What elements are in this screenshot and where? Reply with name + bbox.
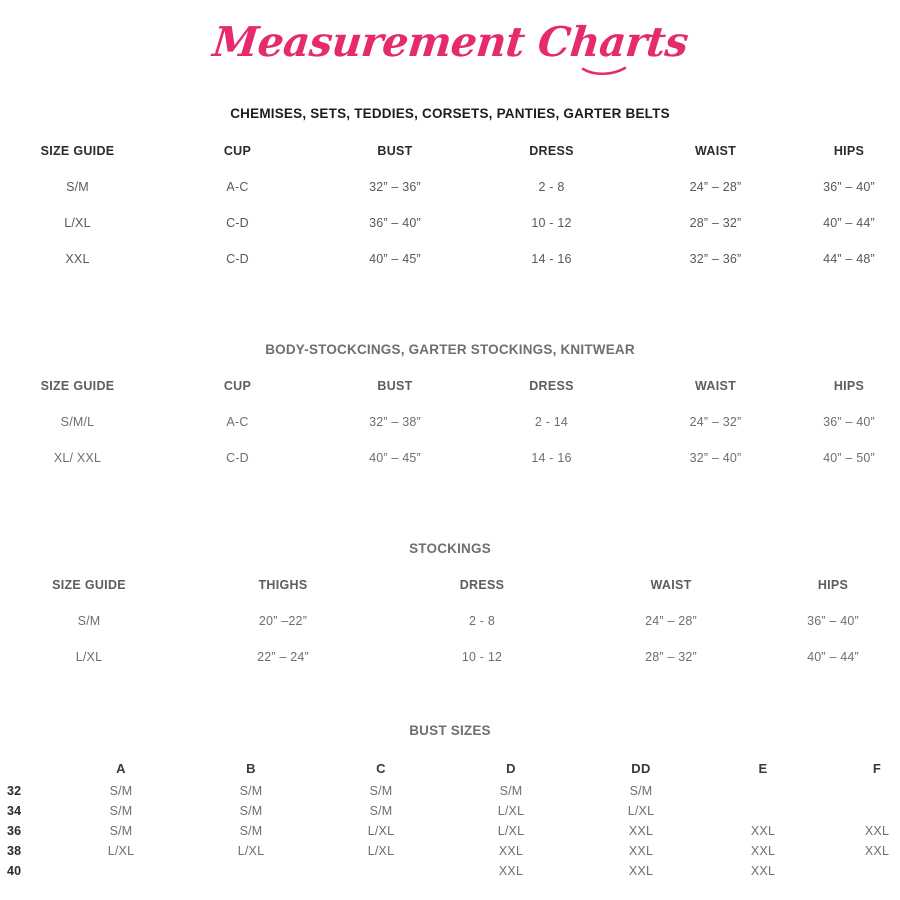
table-row (0, 801, 900, 821)
table-chemises (0, 133, 900, 277)
col-header-cup: CUP (223, 144, 252, 158)
page-title-text: Measurement Charts (210, 18, 690, 66)
col-header-band-blank (0, 755, 56, 781)
col-header-thighs: THIGHS (258, 578, 308, 592)
table-row (0, 205, 900, 241)
col-header-cup-e: E (758, 760, 768, 776)
col-header-cup: CUP (223, 379, 252, 393)
cell-bust-size: XXL (628, 824, 654, 838)
cell-hips: 40” – 44” (823, 216, 875, 230)
cell-dress: 2 - 8 (468, 614, 495, 628)
table-row (0, 603, 900, 639)
col-header-hips: HIPS (833, 379, 865, 393)
col-header-cup-c: C (376, 760, 386, 776)
col-header-size-guide: SIZE GUIDE (40, 144, 115, 158)
section-title-bust-sizes: BUST SIZES (409, 723, 491, 738)
table-row (0, 639, 900, 675)
cell-bust-size: S/M (369, 784, 393, 798)
table-header-row (0, 133, 900, 169)
cell-bust-size: S/M (109, 824, 133, 838)
col-header-bust: BUST (377, 144, 413, 158)
cell-hips: 36” – 40” (823, 180, 875, 194)
table-row (0, 781, 900, 801)
col-header-dress: DRESS (459, 578, 505, 592)
col-header-cup-d: D (506, 760, 516, 776)
cell-bust-size: XXL (750, 864, 776, 878)
cell-dress: 10 - 12 (461, 650, 503, 664)
section-title-stockings: STOCKINGS (409, 541, 491, 556)
table-header-row (0, 368, 900, 404)
table-row (0, 241, 900, 277)
col-header-dress: DRESS (529, 379, 574, 393)
col-header-hips: HIPS (817, 578, 849, 592)
col-header-cup-f: F (872, 760, 882, 776)
table-header-row (0, 755, 900, 781)
cell-bust-size: XXL (498, 844, 524, 858)
cell-bust-size: L/XL (627, 804, 655, 818)
table-bodystockings (0, 368, 900, 476)
cell-waist: 24” – 32” (689, 415, 742, 429)
cell-waist: 24” – 28” (689, 180, 742, 194)
cell-bust-size: L/XL (497, 804, 525, 818)
cell-thighs: 22” – 24” (257, 650, 309, 664)
col-header-cup-a: A (116, 760, 126, 776)
cell-bust-size: XXL (864, 824, 890, 838)
cell-hips: 36” – 40” (823, 415, 875, 429)
row-label-band: 36 (7, 824, 22, 838)
cell-hips: 40” – 50” (823, 451, 875, 465)
cell-hips: 40” – 44” (807, 650, 859, 664)
cell-waist: 28” – 32” (645, 650, 697, 664)
table-row (0, 841, 900, 861)
cell-bust-size (186, 861, 316, 881)
cell-bust-size (56, 861, 186, 881)
col-header-size-guide: SIZE GUIDE (52, 578, 126, 592)
cell-dress: 2 - 14 (534, 415, 569, 429)
cell-bust-size: S/M (239, 804, 263, 818)
cell-bust-size: XXL (628, 864, 654, 878)
cell-bust: 40” – 45” (369, 451, 421, 465)
cell-waist: 32” – 36” (689, 252, 742, 266)
table-row (0, 821, 900, 841)
cell-bust: 32” – 36” (369, 180, 421, 194)
table-row (0, 861, 900, 881)
col-header-bust: BUST (377, 379, 413, 393)
cell-dress: 2 - 8 (538, 180, 565, 194)
cell-waist: 32” – 40” (689, 451, 742, 465)
cell-cup: C-D (226, 451, 249, 465)
cell-bust-size: L/XL (367, 824, 395, 838)
section-title-chemises: CHEMISES, SETS, TEDDIES, CORSETS, PANTIES, GARTER BELTS (230, 106, 670, 121)
cell-size-guide: L/XL (64, 216, 91, 230)
col-header-cup-dd: DD (631, 760, 651, 776)
table-header-row (0, 567, 900, 603)
cell-cup: C-D (226, 216, 249, 230)
cell-bust-size: XXL (498, 864, 524, 878)
page-title (0, 18, 900, 84)
cell-cup: C-D (226, 252, 249, 266)
cell-bust-size (706, 801, 820, 821)
row-label-band: 32 (7, 784, 22, 798)
cell-bust-size: S/M (109, 784, 133, 798)
col-header-hips: HIPS (833, 144, 865, 158)
cell-bust-size: S/M (369, 804, 393, 818)
col-header-dress: DRESS (529, 144, 574, 158)
cell-bust-size: L/XL (497, 824, 525, 838)
cell-bust-size: L/XL (107, 844, 135, 858)
cell-bust: 36” – 40” (369, 216, 421, 230)
cell-bust-size: XXL (864, 844, 890, 858)
cell-bust-size: S/M (239, 824, 263, 838)
cell-bust-size: S/M (239, 784, 263, 798)
cell-cup: A-C (226, 180, 249, 194)
cell-bust-size: XXL (750, 824, 776, 838)
cell-bust-size: XXL (750, 844, 776, 858)
cell-size-guide: XXL (65, 252, 90, 266)
cell-bust-size (820, 801, 900, 821)
cell-hips: 44” – 48” (823, 252, 875, 266)
col-header-waist: WAIST (694, 379, 737, 393)
table-row (0, 404, 900, 440)
cell-bust-size (706, 781, 820, 801)
cell-bust-size: S/M (629, 784, 653, 798)
cell-hips: 36” – 40” (807, 614, 859, 628)
cell-bust-size (820, 861, 900, 881)
cell-bust-size: S/M (499, 784, 523, 798)
cell-size-guide: L/XL (75, 650, 103, 664)
table-row (0, 440, 900, 476)
cell-size-guide: S/M/L (60, 415, 95, 429)
cell-size-guide: S/M (66, 180, 89, 194)
cell-cup: A-C (226, 415, 249, 429)
table-row (0, 169, 900, 205)
logo-swash-decoration (583, 66, 625, 76)
col-header-size-guide: SIZE GUIDE (40, 379, 115, 393)
cell-bust-size: L/XL (367, 844, 395, 858)
row-label-band: 38 (7, 844, 22, 858)
section-title-bodystockings: BODY-STOCKCINGS, GARTER STOCKINGS, KNITWEAR (265, 342, 635, 357)
cell-dress: 14 - 16 (531, 252, 572, 266)
cell-size-guide: S/M (77, 614, 101, 628)
cell-bust: 32” – 38” (369, 415, 421, 429)
cell-bust-size: L/XL (237, 844, 265, 858)
cell-thighs: 20” –22” (258, 614, 308, 628)
col-header-waist: WAIST (694, 144, 737, 158)
cell-dress: 10 - 12 (531, 216, 572, 230)
table-bust-sizes (0, 755, 900, 881)
col-header-waist: WAIST (650, 578, 692, 592)
cell-waist: 24” – 28” (645, 614, 697, 628)
cell-bust-size: S/M (109, 804, 133, 818)
cell-bust-size: XXL (628, 844, 654, 858)
cell-dress: 14 - 16 (531, 451, 572, 465)
cell-bust: 40” – 45” (369, 252, 421, 266)
col-header-cup-b: B (246, 760, 256, 776)
cell-waist: 28” – 32” (689, 216, 742, 230)
table-stockings (0, 567, 900, 675)
row-label-band: 34 (7, 804, 22, 818)
cell-size-guide: XL/ XXL (53, 451, 102, 465)
cell-bust-size (316, 861, 446, 881)
cell-bust-size (820, 781, 900, 801)
row-label-band: 40 (7, 864, 22, 878)
